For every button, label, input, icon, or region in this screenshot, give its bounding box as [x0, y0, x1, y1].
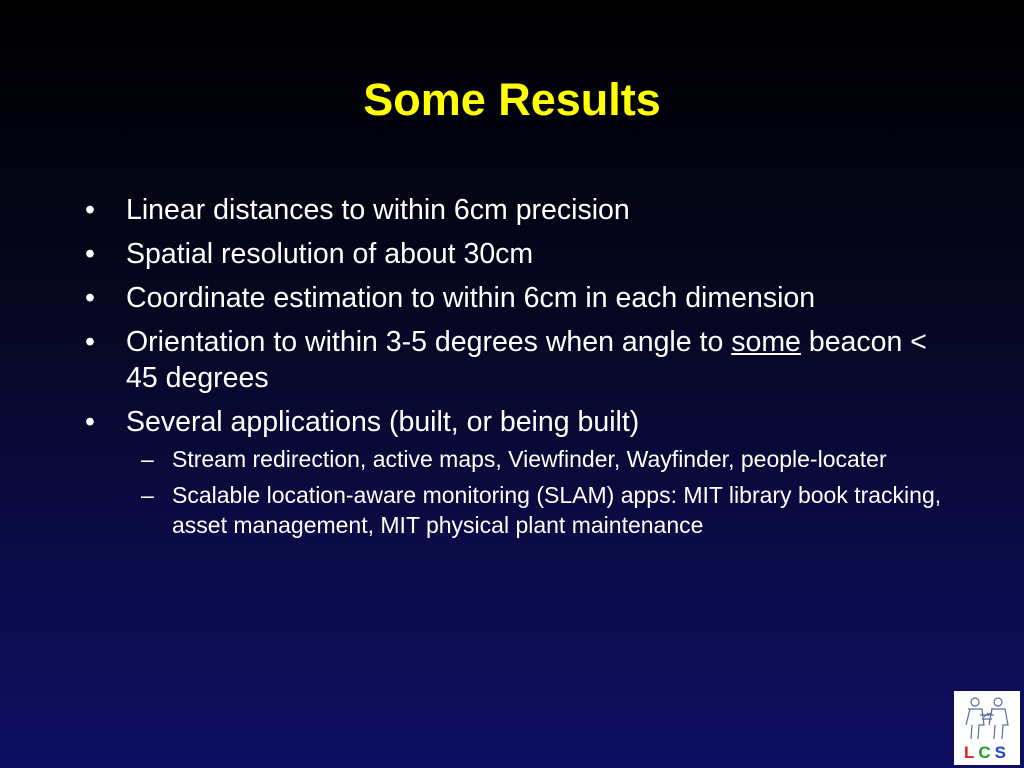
lcs-logo: [954, 691, 1020, 765]
logo-letter-l: L: [963, 743, 979, 762]
bullet-text: Several applications (built, or being built): [126, 406, 640, 438]
bullet-marker: •: [85, 326, 95, 358]
bullet-underlined-word: some: [731, 326, 801, 358]
bullet-item: [85, 324, 955, 396]
sub-bullet-list: [126, 444, 955, 540]
bullet-item: [85, 280, 955, 316]
bullet-marker: •: [85, 238, 95, 270]
slide-title: Some Results: [363, 74, 661, 125]
bullet-text: Linear distances to within 6cm precision: [126, 194, 630, 226]
bullet-marker: •: [85, 194, 95, 226]
sub-bullet-item: [126, 444, 955, 474]
logo-letter-s: S: [994, 743, 1010, 762]
bullet-text-after: beacon < 45 degrees: [126, 326, 927, 394]
bullet-text: Spatial resolution of about 30cm: [126, 238, 534, 270]
bullet-text-before: Orientation to within 3-5 degrees when angle to: [126, 326, 732, 358]
sub-bullet-marker: –: [141, 482, 154, 508]
bullet-marker: •: [85, 282, 95, 314]
sub-bullet-item: [126, 480, 955, 540]
lcs-figures-icon: [958, 693, 1016, 741]
sub-bullet-marker: –: [141, 446, 154, 472]
lcs-letters: [954, 743, 1020, 763]
sub-bullet-text: Scalable location-aware monitoring (SLAM) apps: MIT library book tracking, asset management, MIT physical plant maintenance: [172, 482, 942, 538]
logo-letter-c: C: [978, 743, 995, 762]
sub-bullet-text: Stream redirection, active maps, Viewfinder, Wayfinder, people-locater: [172, 446, 887, 472]
bullet-item: [85, 236, 955, 272]
bullet-item: [85, 192, 955, 228]
bullet-list: [85, 192, 955, 548]
bullet-marker: •: [85, 406, 95, 438]
bullet-text: Coordinate estimation to within 6cm in each dimension: [126, 282, 816, 314]
bullet-item: [85, 404, 955, 540]
